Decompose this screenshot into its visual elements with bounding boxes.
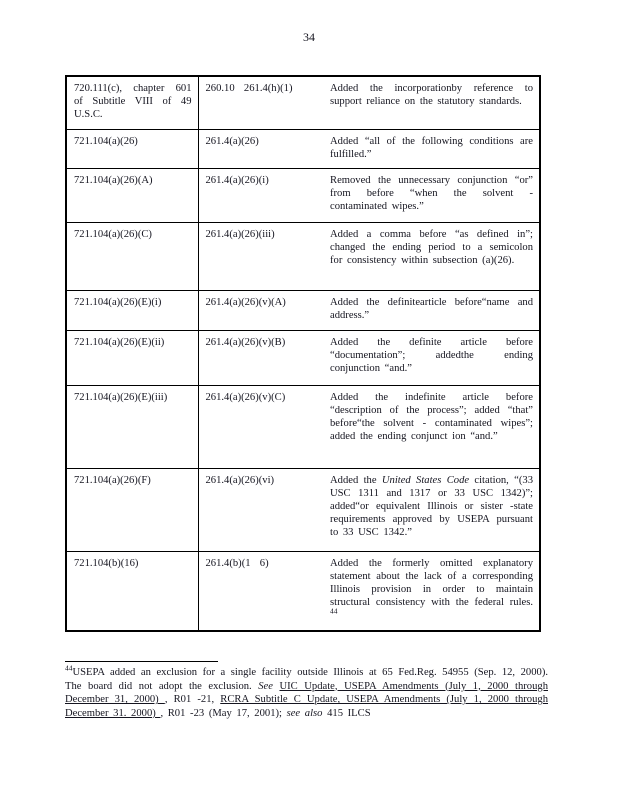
table-row — [66, 551, 540, 631]
description-text: Added the — [330, 474, 382, 486]
federal-citation-cell: 261.4(a)(26)(v)(A) — [198, 290, 323, 330]
state-citation-cell: 721.104(a)(26)(E)(ii) — [66, 330, 198, 385]
description-text: Added the formerly omitted explanatory statement about the lack of a corresponding Illinois provision in order to maintain structural consistency with the federal rules. — [330, 557, 533, 609]
state-citation-cell: 721.104(a)(26) — [66, 129, 198, 168]
footnote-text: , R01 -23 (May 17, 2001); — [160, 707, 287, 719]
table-row — [66, 290, 540, 330]
page-number: 34 — [303, 30, 315, 44]
table-row — [66, 129, 540, 168]
citation-comparison-table — [65, 75, 541, 632]
footnote-see-italic: See — [258, 680, 280, 692]
footnote-text: USEPA added an exclusion for a single facility outside Illinois at 65 Fed.Reg. 54955 (Sep. 12, 2000). The board did not adopt the exclusion. — [65, 667, 548, 692]
state-citation-cell: 721.104(a)(26)(F) — [66, 468, 198, 551]
federal-citation-cell: 261.4(a)(26)(v)(C) — [198, 385, 323, 468]
state-citation-cell: 720.111(c), chapter 601 of Subtitle VIII of 49 U.S.C. — [66, 76, 198, 129]
description-cell: Added the indefinite article before “description of the process”; added “that” before“the solvent - contaminated wipes”; added the ending conjunct ion “and.” — [323, 385, 540, 468]
federal-citation-cell: 261.4(a)(26) — [198, 129, 323, 168]
footnote-number: 44 — [65, 663, 73, 673]
state-citation-cell: 721.104(b)(16) — [66, 551, 198, 631]
state-citation-cell: 721.104(a)(26)(E)(iii) — [66, 385, 198, 468]
federal-citation-cell: 260.10 261.4(h)(1) — [205, 83, 293, 94]
federal-citation-cell: 261.4(b)(1 6) — [198, 551, 323, 631]
footnote-reference-44: 44 — [330, 606, 338, 616]
description-cell: Added the definite article before “documentation”; addedthe ending conjunction “and.” — [323, 330, 540, 385]
description-text: citation, “(33 USC 1311 and 1317 or 33 USC 1342)”; added“or equivalent Illinois or sister -state requirements approved by USEPA pursuant to 33 USC 1342.” — [330, 474, 533, 539]
description-cell: Added “all of the following conditions are fulfilled.” — [323, 129, 540, 168]
description-cell: Added the definitearticle before“name and address.” — [323, 290, 540, 330]
table-row — [66, 76, 540, 129]
description-cell — [323, 551, 540, 631]
table-row — [66, 330, 540, 385]
federal-citation-cell: 261.4(a)(26)(i) — [198, 168, 323, 222]
table-row — [66, 385, 540, 468]
footnote-text: 415 ILCS — [322, 707, 371, 719]
description-cell: Added a comma before “as defined in”; changed the ending period to a semicolon for consistency within subsection (a)(26). — [323, 222, 540, 290]
table-row — [66, 468, 540, 551]
table-row — [66, 168, 540, 222]
description-cell: Removed the unnecessary conjunction “or” from before “when the solvent - contaminated wipes.” — [323, 168, 540, 222]
table-row — [66, 222, 540, 290]
state-citation-cell: 721.104(a)(26)(C) — [66, 222, 198, 290]
state-citation-cell: 721.104(a)(26)(A) — [66, 168, 198, 222]
footnote-citation-underlined: RCRA Subtitle C Update, USEPA Amendments (July 1, 2000 through December 31. 2000) — [65, 694, 548, 719]
footnote-separator-line — [65, 661, 218, 662]
footnote-citation-underlined: UIC Update, USEPA Amendments (July 1, 2000 through December 31, 2000) — [65, 680, 548, 706]
footnote-text: , R01 -21, — [164, 694, 221, 706]
italic-citation-title: United States Code — [381, 474, 470, 486]
description-cell — [323, 468, 540, 551]
federal-citation-cell: 261.4(a)(26)(vi) — [198, 468, 323, 551]
federal-citation-cell: 261.4(a)(26)(v)(B) — [198, 330, 323, 385]
state-citation-cell: 721.104(a)(26)(E)(i) — [66, 290, 198, 330]
footnote-44 — [65, 663, 548, 720]
federal-citation-cell: 261.4(a)(26)(iii) — [198, 222, 323, 290]
description-cell: Added the incorporationby reference to support reliance on the statutory standards. — [330, 83, 533, 108]
footnote-see-also-italic: see also — [286, 707, 323, 719]
